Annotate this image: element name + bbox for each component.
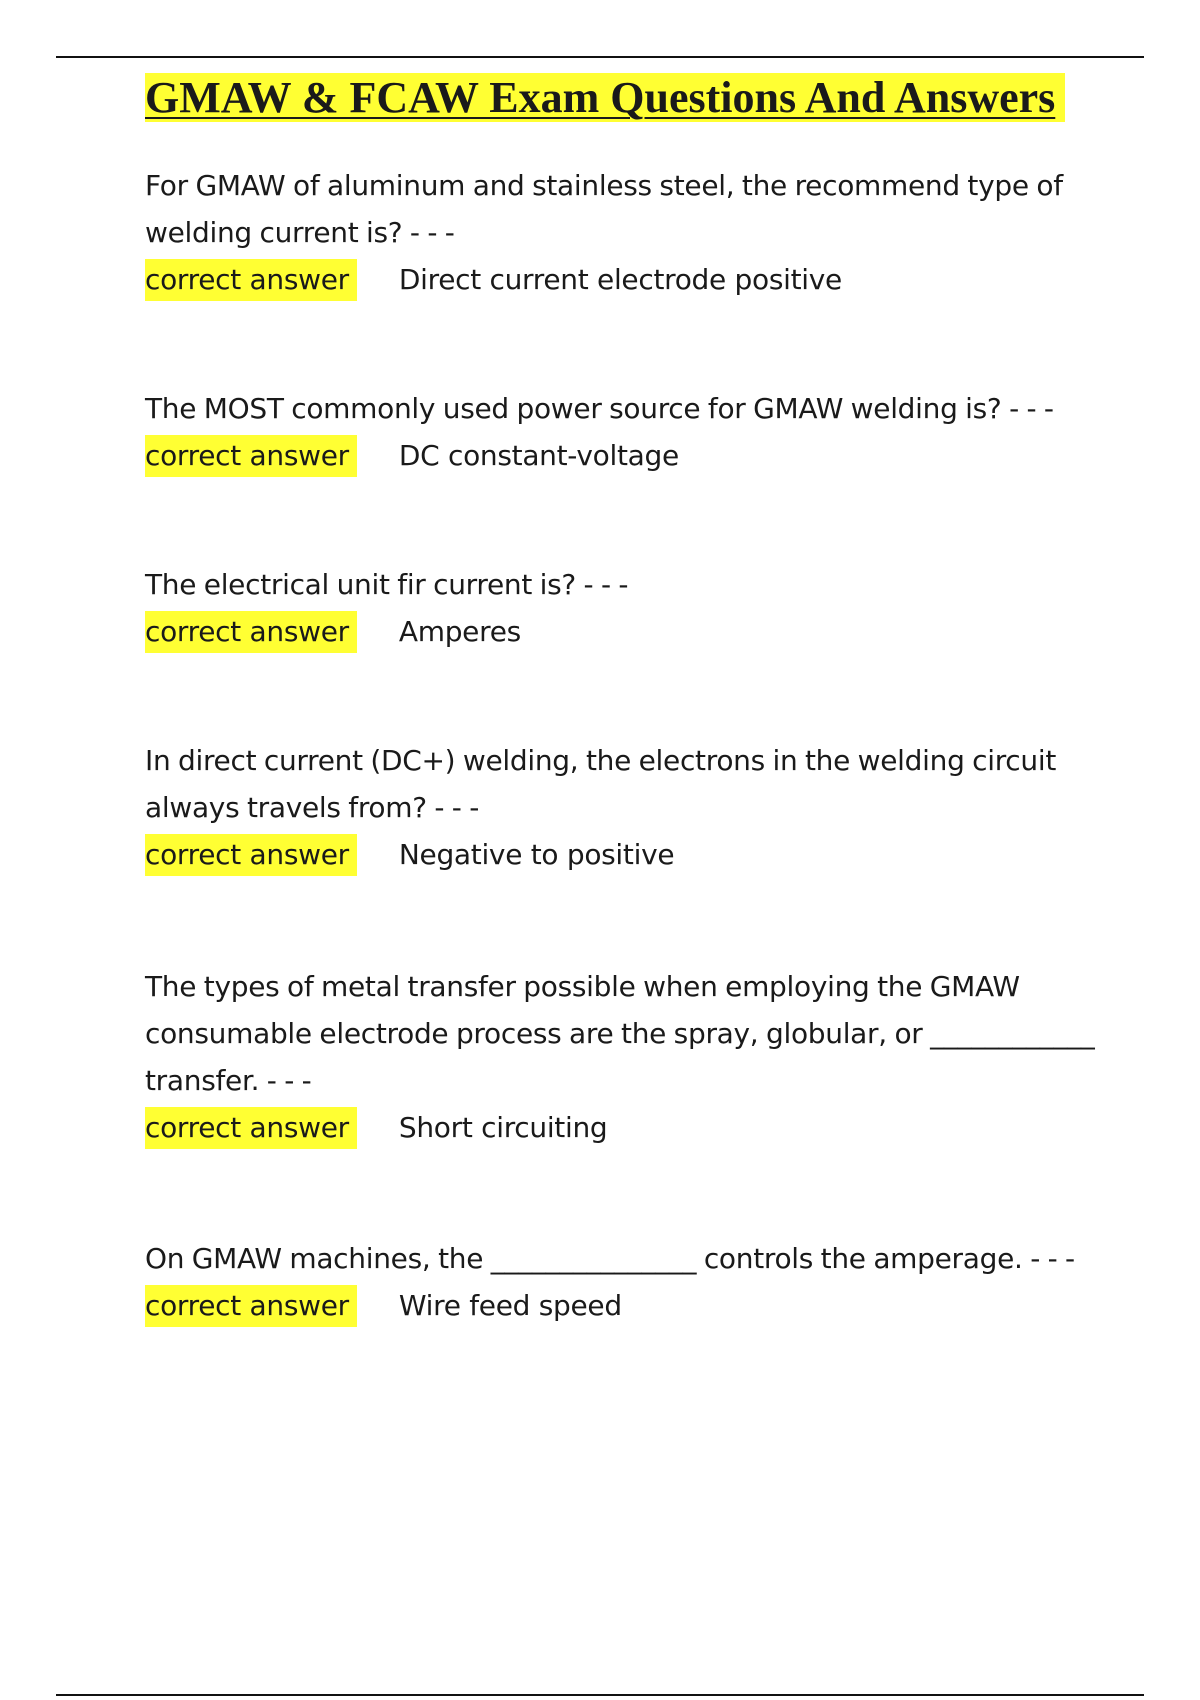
answer-row	[145, 1104, 1105, 1151]
correct-answer-label: correct answer	[145, 834, 357, 876]
answer-row	[145, 608, 1105, 655]
qa-item	[145, 385, 1105, 561]
answer-text: Amperes	[398, 615, 521, 648]
question-text: The MOST commonly used power source for GMAW welding is? - - -	[145, 392, 1054, 425]
title-highlight: GMAW & FCAW Exam Questions And Answers	[145, 73, 1065, 122]
qa-item	[145, 162, 1105, 385]
question-text: In direct current (DC+) welding, the electrons in the welding circuit always travels from? - - -	[145, 744, 1057, 824]
qa-item	[145, 737, 1105, 963]
document-content	[145, 70, 1105, 1329]
answer-text: Wire feed speed	[398, 1289, 622, 1322]
correct-answer-label: correct answer	[145, 1107, 357, 1149]
correct-answer-label: correct answer	[145, 435, 357, 477]
answer-row	[145, 432, 1105, 479]
answer-row	[145, 831, 1105, 878]
question-text: The types of metal transfer possible when employing the GMAW consumable electrode process are the spray, globular, or ____________ transfer. - - -	[145, 970, 1095, 1097]
document-title	[145, 70, 1105, 126]
qa-item	[145, 963, 1105, 1235]
qa-list	[145, 162, 1105, 1329]
qa-item	[145, 561, 1105, 737]
correct-answer-label: correct answer	[145, 611, 357, 653]
footer-rule	[56, 1694, 1144, 1696]
correct-answer-label: correct answer	[145, 1285, 357, 1327]
answer-text: Negative to positive	[398, 838, 675, 871]
question-text: The electrical unit fir current is? - - -	[145, 568, 629, 601]
answer-text: Direct current electrode positive	[398, 263, 842, 296]
header-rule	[56, 56, 1144, 58]
answer-text: DC constant-voltage	[398, 439, 679, 472]
answer-text: Short circuiting	[398, 1111, 608, 1144]
question-text: For GMAW of aluminum and stainless steel, the recommend type of welding current is? - - -	[145, 169, 1063, 249]
answer-row	[145, 256, 1105, 303]
answer-row	[145, 1282, 1105, 1329]
qa-item	[145, 1235, 1105, 1329]
correct-answer-label: correct answer	[145, 259, 357, 301]
question-text: On GMAW machines, the _______________ controls the amperage. - - -	[145, 1242, 1075, 1275]
